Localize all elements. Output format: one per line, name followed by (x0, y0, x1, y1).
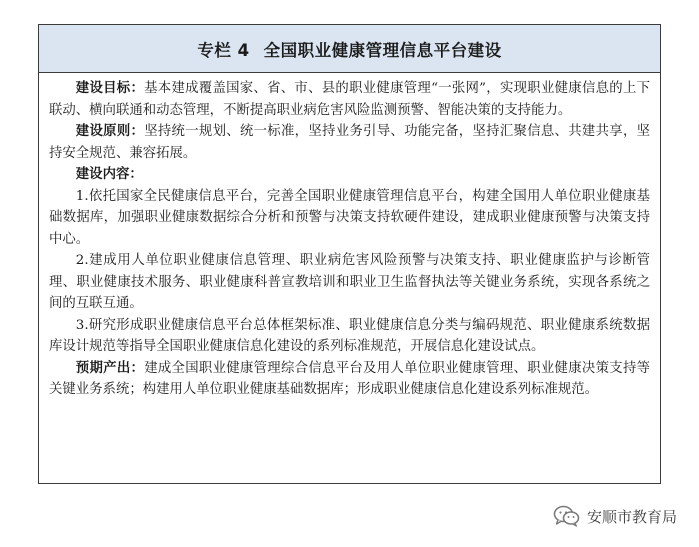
principle-text: 坚持统一规划、统一标准，坚持业务引导、功能完备，坚持汇聚信息、共建共享，坚持安全规范、兼容拓展。 (49, 124, 651, 161)
principle-heading: 建设原则： (75, 124, 145, 139)
content-item: 2.建成用人单位职业健康信息管理、职业病危害风险预警与决策支持、职业健康监护与诊断管理、职业健康技术服务、职业健康科普宣教培训和职业卫生监督执法等关键业务系统，实现各系统之间的互联互通。 (49, 253, 650, 311)
column-content (39, 73, 660, 401)
watermark-text: 安顺市教育局 (586, 507, 677, 526)
column-label: 专栏 4 (197, 40, 250, 60)
content-item: 3.研究形成职业健康信息平台总体框架标准、职业健康信息分类与编码规范、职业健康系统数据库设计规范等指导全国职业健康信息化建设的系列标准规范，开展信息化建设试点。 (49, 317, 650, 354)
column-title: 全国职业健康管理信息平台建设 (263, 40, 502, 60)
wechat-icon (553, 505, 581, 527)
goal-text: 基本建成覆盖国家、省、市、县的职业健康管理“一张网”，实现职业健康信息的上下联动、横向联通和动态管理，不断提高职业病危害风险监测预警、智能决策的支持能力。 (49, 81, 650, 118)
content-heading: 建设内容： (75, 167, 143, 182)
source-watermark (553, 505, 677, 527)
principle-paragraph (49, 121, 650, 164)
goal-paragraph (49, 78, 650, 121)
content-heading-line (49, 164, 650, 186)
output-paragraph (49, 358, 650, 401)
output-text: 建成全国职业健康管理综合信息平台及用人单位职业健康管理、职业健康决策支持等关键业务系统；构建用人单位职业健康基础数据库；形成职业健康信息化建设系列标准规范。 (49, 360, 651, 397)
content-item: 1.依托国家全民健康信息平台，完善全国职业健康管理信息平台，构建全国用人单位职业健康基础数据库，加强职业健康数据综合分析和预警与决策支持软硬件建设，建成职业健康预警与决策支持中心。 (49, 188, 650, 247)
goal-heading: 建设目标： (75, 81, 145, 96)
column-box (38, 24, 661, 484)
output-heading: 预期产出： (75, 360, 145, 376)
column-title-bar (39, 25, 660, 73)
